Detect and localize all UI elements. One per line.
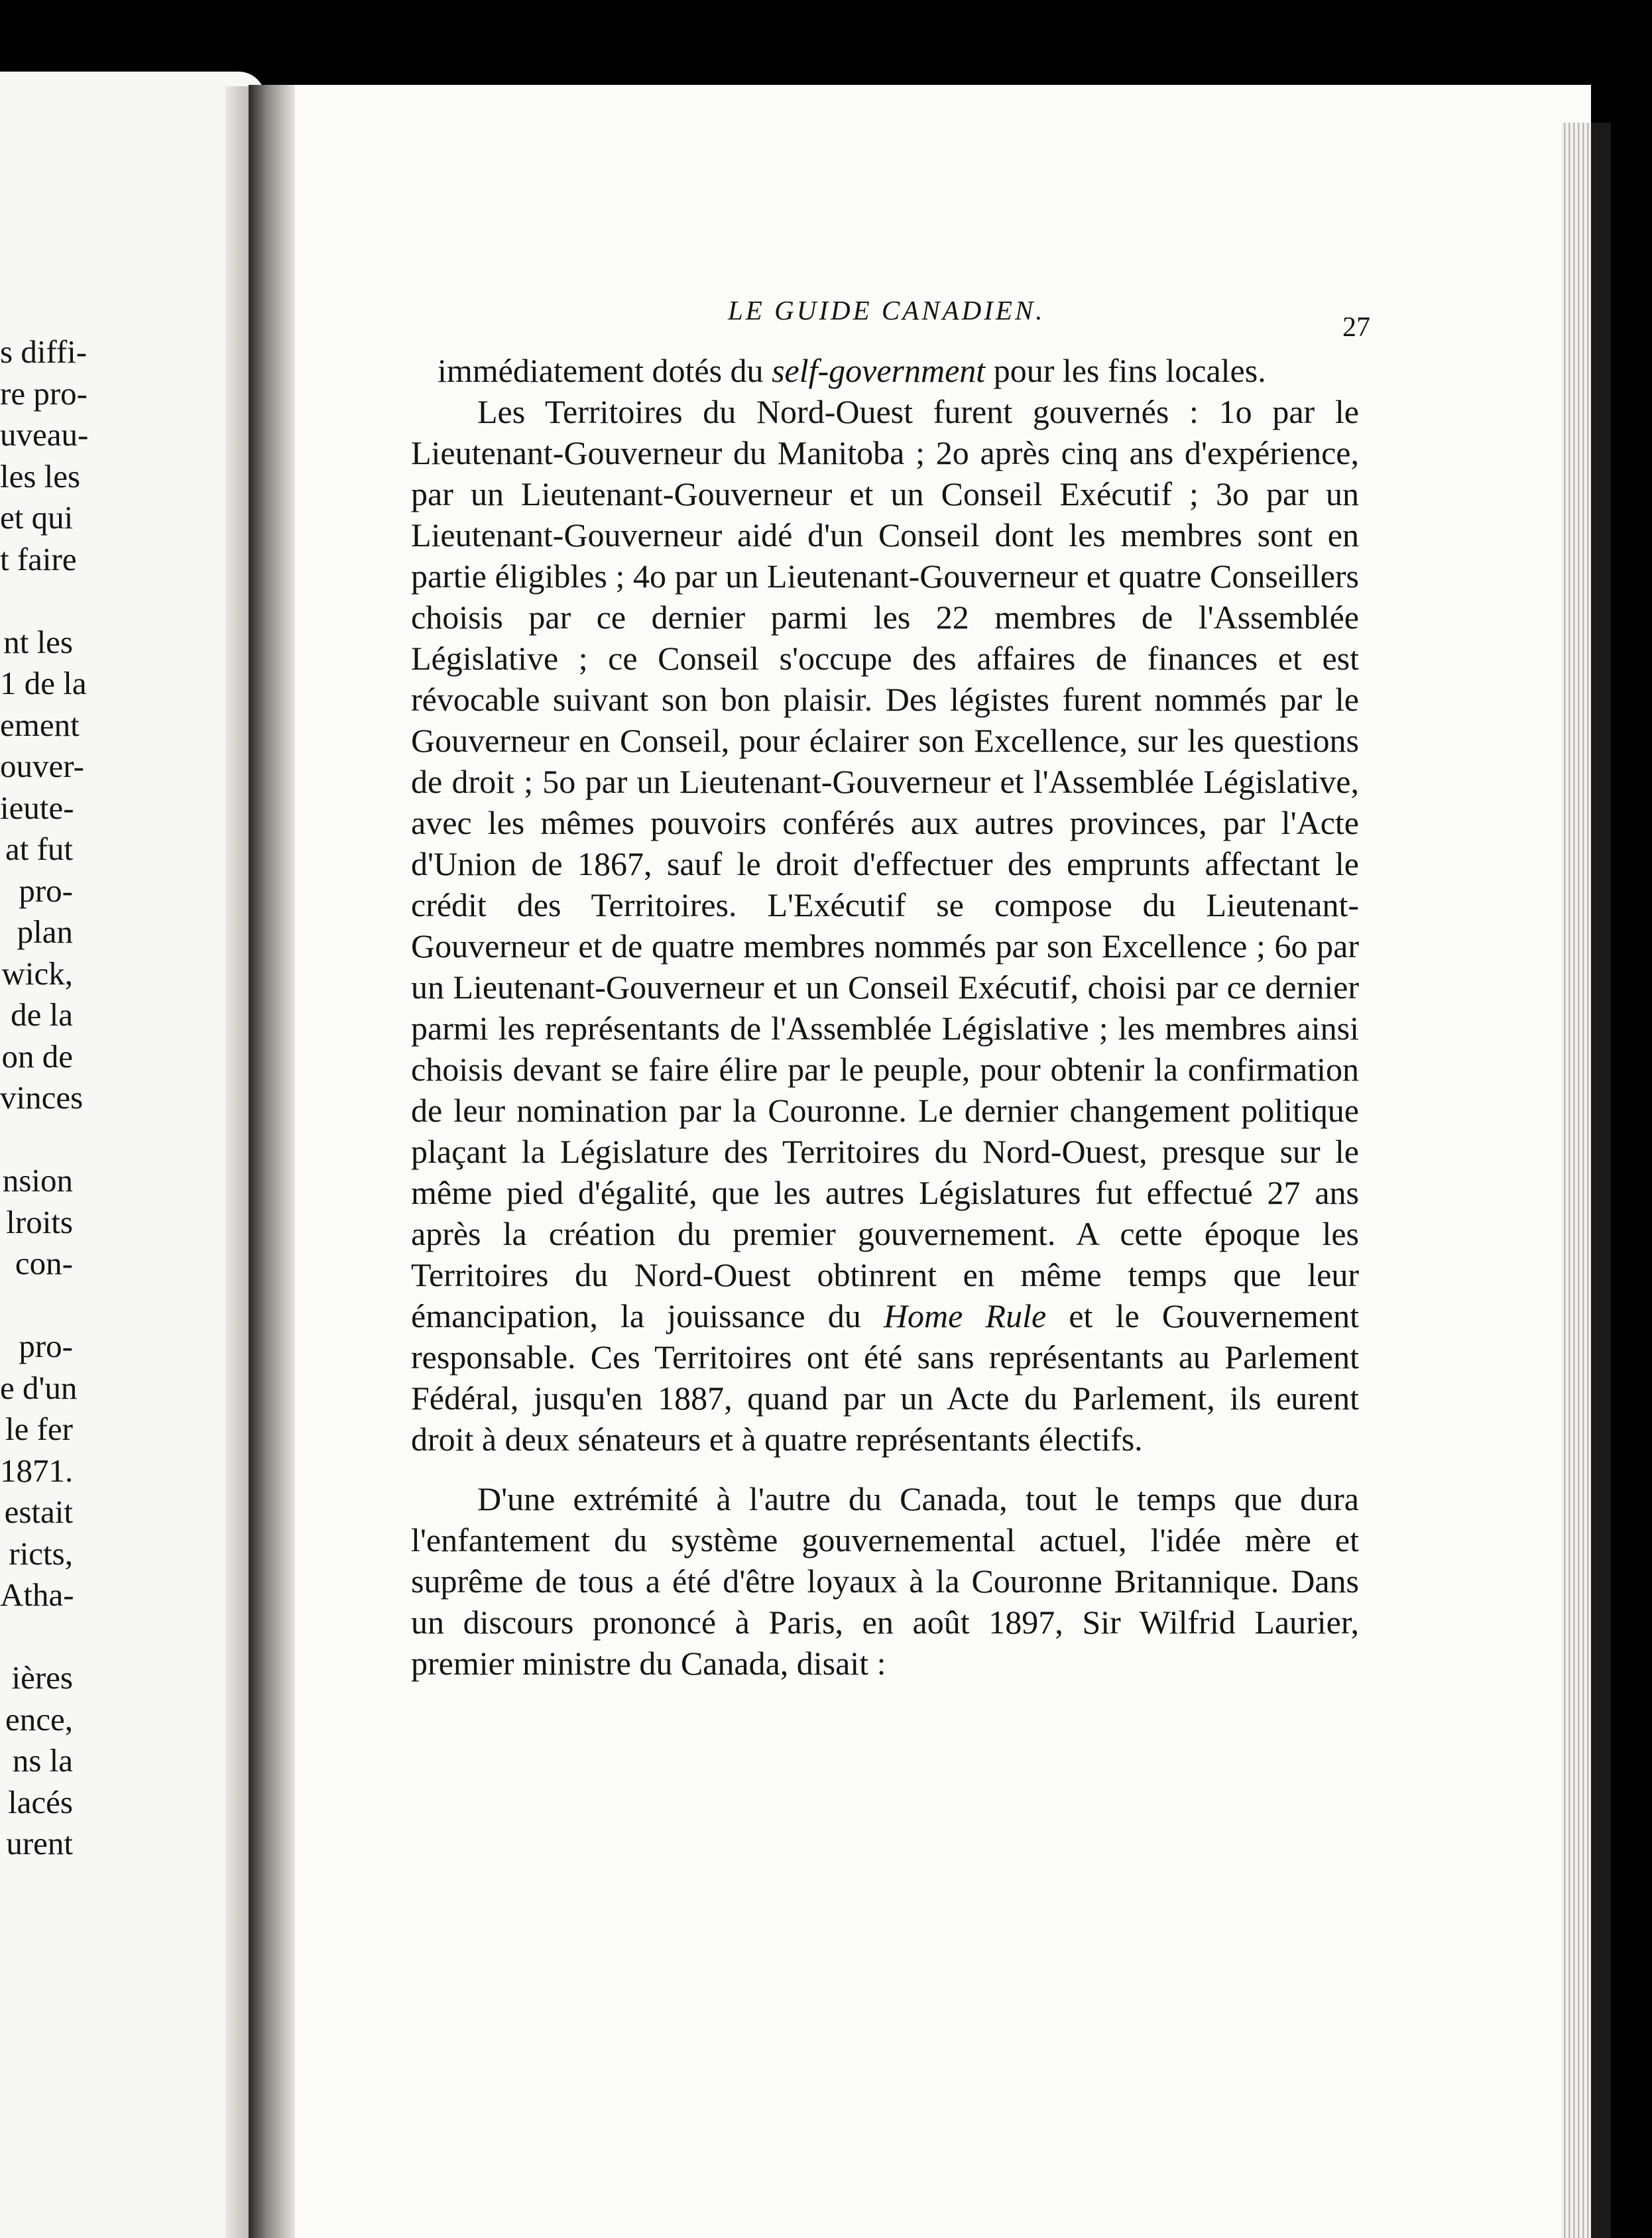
left-fragment-line [0, 580, 73, 622]
left-fragment-line: ement [0, 706, 80, 743]
left-fragment-line: 1 de la [0, 665, 87, 701]
left-fragment-line: urent [6, 1825, 73, 1861]
left-fragment-line: plan [17, 913, 73, 950]
left-fragment-line [0, 1285, 73, 1326]
left-fragment-line: pro- [19, 872, 73, 909]
left-fragment-line: Atha- [0, 1576, 74, 1613]
paragraph-2 [411, 391, 1359, 1460]
left-fragment-line: ieute- [0, 789, 74, 826]
left-fragment-line: nt les [3, 623, 73, 660]
left-fragment-line: at fut [5, 831, 73, 867]
left-fragment-line: ricts, [9, 1535, 73, 1572]
paragraph-2-italic: Home Rule [883, 1297, 1047, 1334]
paragraph-1-text-b: pour les fins locales. [985, 352, 1266, 389]
left-fragment-line [0, 1616, 73, 1658]
left-fragment-line: ns la [12, 1742, 73, 1779]
left-fragment-line: wick, [1, 955, 73, 992]
left-fragment-line [0, 1119, 73, 1161]
left-fragment-line: s diffi- [0, 333, 88, 370]
book-spine-shadow [249, 85, 295, 2238]
left-fragment-line: nsion [2, 1162, 73, 1199]
left-fragment-line: et qui [0, 499, 74, 536]
page-edge-shadow [1591, 123, 1611, 2238]
paragraph-2-text-b: et le Gouvernement responsable. Ces Territoires ont été sans représentants au Parlement Fédéral, jusqu'en 1887, quand par un Acte du Parlement, ils eurent droit à deux sénateurs et à quatre représentants électifs. [411, 1297, 1359, 1458]
left-fragment-line: ières [11, 1659, 73, 1696]
running-head: LE GUIDE CANADIEN. [728, 295, 1045, 325]
body-text [411, 350, 1359, 1684]
page-number: 27 [1342, 312, 1370, 343]
left-fragment-line: ence, [5, 1700, 73, 1737]
left-fragment-line: t faire [0, 540, 77, 577]
left-page-text-fragments [0, 331, 89, 1865]
left-fragment-line: les les [0, 457, 81, 495]
left-fragment-line: 1871. [0, 1452, 74, 1489]
left-fragment-line: estait [4, 1494, 73, 1530]
left-fragment-line: on de [1, 1037, 73, 1075]
left-fragment-line: lroits [6, 1203, 73, 1240]
left-fragment-line: le fer [5, 1411, 73, 1447]
left-fragment-line: uveau- [0, 416, 89, 453]
left-fragment-line: lacés [8, 1783, 73, 1820]
left-fragment-line: de la [11, 996, 73, 1033]
left-fragment-line: ouver- [0, 748, 84, 784]
paragraph-3: D'une extrémité à l'autre du Canada, tout le temps que dura l'enfantement du système gouvernemental actuel, l'idée mère et suprême de tous a été d'être loyaux à la Couronne Britannique. Dans un discours prononcé à Paris, en août 1897, Sir Wilfrid Laurier, premier ministre du Canada, disait : [411, 1480, 1359, 1682]
left-fragment-line: re pro- [0, 375, 88, 412]
left-fragment-line: vinces [0, 1079, 84, 1116]
left-fragment-line: pro- [19, 1328, 73, 1364]
left-fragment-line: con- [15, 1245, 73, 1281]
paragraph-1-italic: self-government [772, 352, 986, 389]
paragraph-1-text-a: immédiatement dotés du [438, 352, 772, 389]
paragraph-2-text-a: Les Territoires du Nord-Ouest furent gouvernés : 1o par le Lieutenant-Gouverneur du Manitoba ; 2o après cinq ans d'expérience, par un Lieutenant-Gouverneur et un Conseil Exécutif ; 3o par un Lieutenant-Gouverneur aidé d'un Conseil dont les membres sont en partie éligibles ; 4o par un Lieutenant-Gouverneur et quatre Conseillers choisis par ce dernier parmi les 22 membres de l'Assemblée Législative ; ce Conseil s'occupe des affaires de finances et est révocable suivant son bon plaisir. Des légistes furent nommés par le Gouverneur en Conseil, pour éclairer son Excellence, sur les questions de droit ; 5o par un Lieutenant-Gouverneur et l'Assemblée Législative, avec les mêmes pouvoirs conférés aux autres provinces, par l'Acte d'Union de 1867, sauf le droit d'effectuer des emprunts affectant le crédit des Territoires. L'Exécutif se compose du Lieutenant-Gouverneur et de quatre membres nommés par son Excellence ; 6o par un Lieutenant-Gouverneur et un Conseil Exécutif, choisi par ce dernier parmi les représentants de l'Assemblée Législative ; les membres ainsi choisis devant se faire élire par le peuple, pour obtenir la confirmation de leur nomination par la Couronne. Le dernier changement politique plaçant la Législature des Territoires du Nord-Ouest, presque sur le même pied d'égalité, que les autres Législatures fut effectué 27 ans après la création du premier gouvernement. A cette époque les Territoires du Nord-Ouest obtinrent en même temps que leur émancipation, la jouissance du [411, 393, 1359, 1334]
left-fragment-line: e d'un [0, 1369, 78, 1406]
paragraph-1 [411, 350, 1359, 391]
